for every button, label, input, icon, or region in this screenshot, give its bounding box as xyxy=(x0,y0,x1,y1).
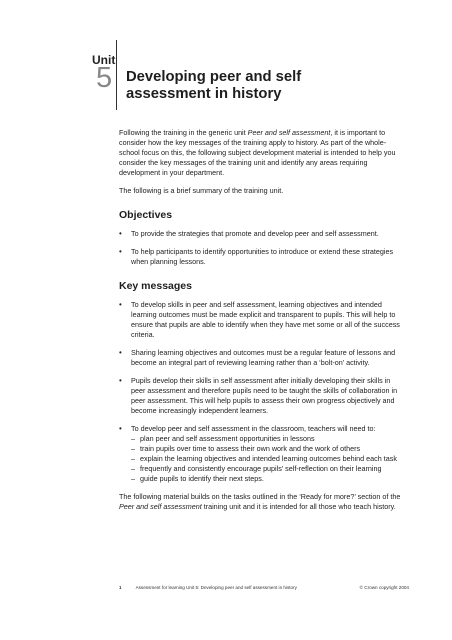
list-item-text: To develop peer and self assessment in the classroom, teachers will need to: xyxy=(131,424,376,433)
page-number: 1 xyxy=(119,585,122,590)
sub-list-item: – train pupils over time to assess their own work and the work of others xyxy=(131,444,405,454)
sub-list-item: – frequently and consistently encourage pupils’ self-reflection on their learning xyxy=(131,464,405,474)
intro-text-end: , it is important to consider how the key messages of the training apply to history. As part of the whole-school focus on this, the following subject development material is intended to help you consider the key messages of the training unit and identify any areas requiring development in your department. xyxy=(119,128,396,177)
copyright-notice: © Crown copyright 2004 xyxy=(359,585,409,590)
list-item: • Pupils develop their skills in self assessment after initially developing their skills in peer assessment and therefore pupils need to be taught the skills of collaboration in peer assessment. This will help pupils to assess their own progress objectively and become increasingly independent learners. xyxy=(119,376,405,416)
intro-text-start: Following the training in the generic unit xyxy=(119,128,248,137)
key-messages-list xyxy=(119,300,405,484)
teacher-tasks-list xyxy=(131,434,405,484)
page-footer xyxy=(119,585,409,590)
unit-divider xyxy=(116,40,117,110)
key-messages-heading: Key messages xyxy=(119,280,192,292)
main-content xyxy=(119,128,405,520)
list-item: • Sharing learning objectives and outcomes must be a regular feature of lessons and become an integral part of reviewing learning rather than a ‘bolt-on’ activity. xyxy=(119,348,405,368)
footer-title: Assessment for learning Unit 5: Developing peer and self assessment in history xyxy=(135,585,297,590)
closing-unit-title: Peer and self assessment xyxy=(119,502,202,511)
sub-list-item: – guide pupils to identify their next steps. xyxy=(131,474,405,484)
objectives-heading: Objectives xyxy=(119,209,173,221)
list-item: • To develop skills in peer and self assessment, learning objectives and intended learning outcomes must be made explicit and transparent to pupils. This will help to ensure that pupils are able to identify when they have met some or all of the success criteria. xyxy=(119,300,405,340)
sub-list-item: – plan peer and self assessment opportunities in lessons xyxy=(131,434,405,444)
page-title: Developing peer and self assessment in history xyxy=(126,69,302,102)
list-item: • To help participants to identify opportunities to introduce or extend these strategies when planning lessons. xyxy=(119,247,405,267)
list-item: • To provide the strategies that promote and develop peer and self assessment. xyxy=(119,229,405,239)
unit-label: Unit xyxy=(92,53,116,67)
list-item xyxy=(119,424,405,484)
summary-paragraph: The following is a brief summary of the training unit. xyxy=(119,186,284,195)
closing-text-end: training unit and it is intended for all those who teach history. xyxy=(201,502,396,511)
objectives-list xyxy=(119,229,405,267)
intro-paragraph xyxy=(119,128,405,178)
closing-text-start: The following material builds on the tasks outlined in the ‘Ready for more?’ section of the xyxy=(119,492,401,501)
unit-number: 5 xyxy=(96,62,113,94)
intro-unit-title: Peer and self assessment xyxy=(247,128,331,137)
sub-list-item: – explain the learning objectives and intended learning outcomes behind each task xyxy=(131,454,405,464)
closing-paragraph xyxy=(119,492,405,512)
